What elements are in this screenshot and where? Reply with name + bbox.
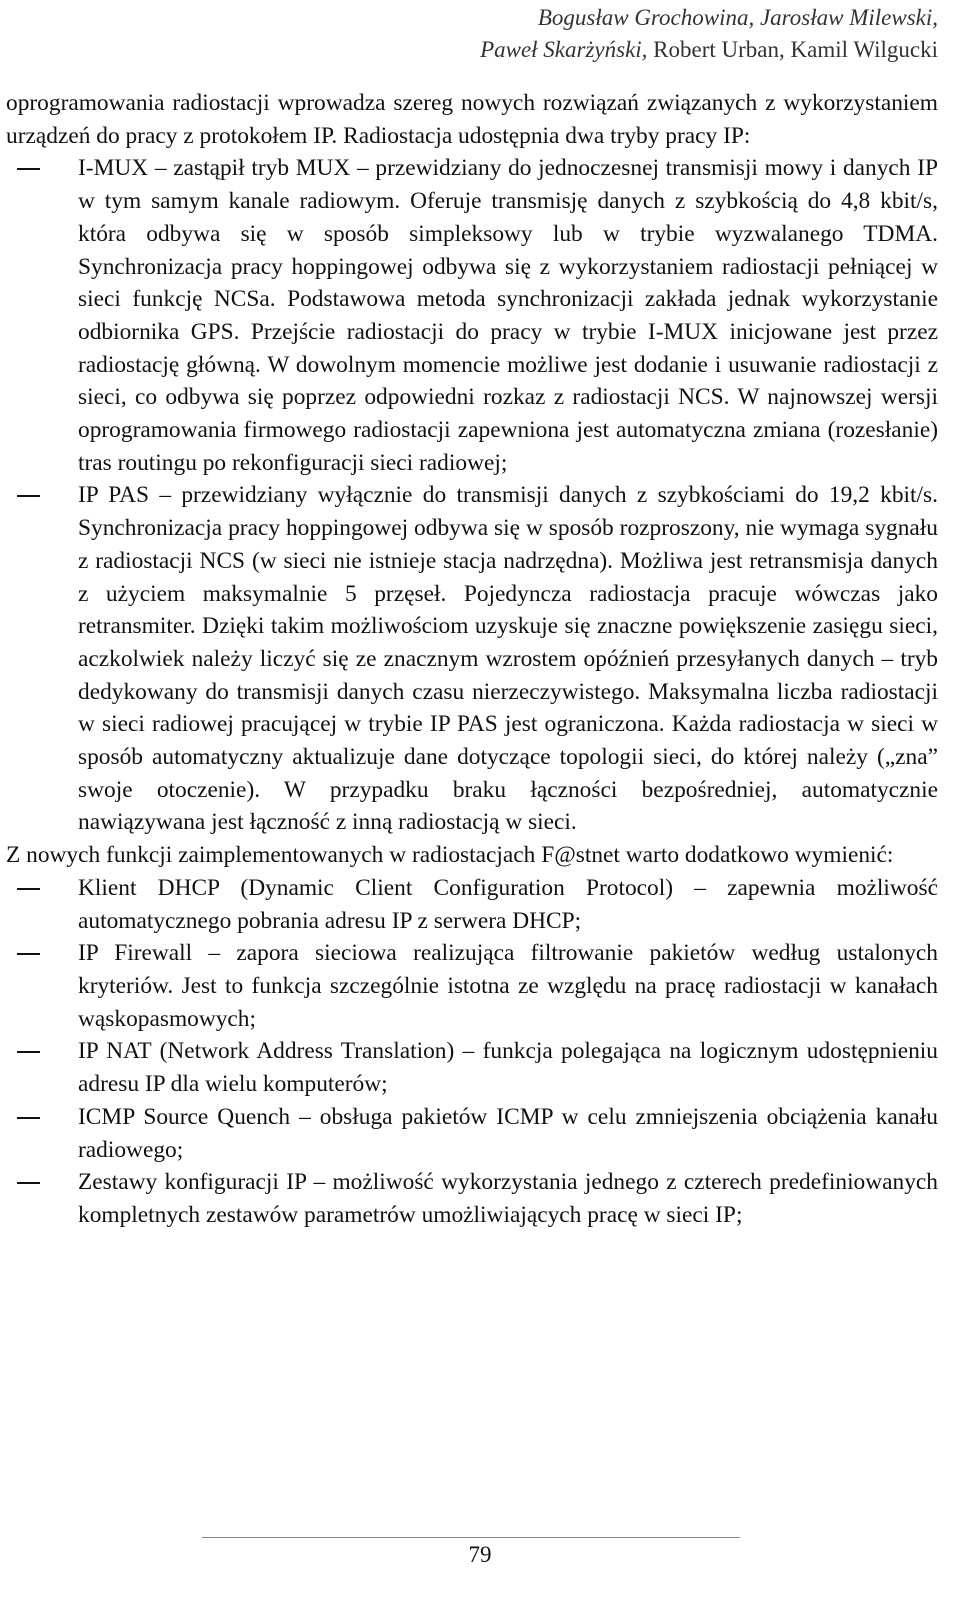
footer-divider	[202, 1537, 740, 1538]
list-item-firewall	[6, 937, 938, 1035]
list-item-ip-config-sets	[6, 1166, 938, 1231]
dash-bullet-icon	[17, 888, 40, 890]
dash-bullet-icon	[17, 1117, 40, 1119]
list-item-text: IP PAS – przewidziany wyłącznie do transmisji danych z szybkościami do 19,2 kbit/s. Synchronizacja pracy hoppingowej odbywa się w sposób rozproszony, nie wymaga sygnału z radiostacji NCS (w sieci nie istnieje stacja nadrzędna). Możliwa jest retransmisja danych z użyciem maksymalnie 5 przęseł. Pojedyncza radiostacja pracuje wówczas jako retransmiter. Dzięki takim możliwościom uzyskuje się znaczne powiększenie zasięgu sieci, aczkolwiek należy liczyć się ze znacznym wzrostem opóźnień przesyłanych danych – tryb dedykowany do transmisji danych czasu nierzeczywistego. Maksymalna liczba radiostacji w sieci radiowej pracującej w trybie IP PAS jest ograniczona. Każda radiostacja w sieci w sposób automatyczny aktualizuje dane dotyczące topologii sieci, do której należy („zna” swoje otoczenie). W przypadku braku łączności bezpośredniej, automatycznie nawiązywana jest łączność z inną radiostacją w sieci.	[78, 482, 938, 836]
header-authors-rest: Robert Urban, Kamil Wilgucki	[647, 37, 938, 62]
list-item-ip-pas	[6, 479, 938, 839]
running-header	[480, 2, 938, 66]
dash-bullet-icon	[17, 495, 40, 497]
list-item-icmp	[6, 1101, 938, 1166]
dash-bullet-icon	[17, 1051, 40, 1053]
dash-bullet-icon	[17, 168, 40, 170]
page-number: 79	[468, 1542, 492, 1567]
list-item-text: I-MUX – zastąpił tryb MUX – przewidziany do jednoczesnej transmisji mowy i danych IP w tym samym kanale radiowym. Oferuje transmisję danych z szybkością do 4,8 kbit/s, która odbywa się w sposób simpleksowy lub w trybie wyzwalanego TDMA. Synchronizacja pracy hoppingowej odbywa się z wykorzystaniem radiostacji pełniącej w sieci funkcję NCSa. Podstawowa metoda synchronizacji zakłada jednak wykorzystanie odbiornika GPS. Przejście radiostacji do pracy w trybie I-MUX inicjowane jest przez radiostację główną. W dowolnym momencie możliwe jest dodanie i usuwanie radiostacji z sieci, co odbywa się poprzez odpowiedni rozkaz z radiostacji NCS. W najnowszej wersji oprogramowania firmowego radiostacji zapewniona jest automatyczna zmiana (rozesłanie) tras routingu po rekonfiguracji sieci radiowej;	[78, 155, 938, 476]
list-item-i-mux	[6, 152, 938, 479]
list-item-nat	[6, 1035, 938, 1100]
list-item-text: ICMP Source Quench – obsługa pakietów ICMP w celu zmniejszenia obciążenia kanału radiowego;	[78, 1103, 938, 1163]
header-authors-line-2	[480, 34, 938, 66]
header-author-italic: Paweł Skarżyński,	[480, 37, 648, 62]
list-item-text: Zestawy konfiguracji IP – możliwość wykorzystania jednego z czterech predefiniowanych kompletnych zestawów parametrów umożliwiających pracę w sieci IP;	[78, 1169, 938, 1228]
list-item-dhcp	[6, 872, 938, 937]
list-item-text: IP Firewall – zapora sieciowa realizująca filtrowanie pakietów według ustalonych kryteriów. Jest to funkcja szczególnie istotna ze względu na pracę radiostacji w kanałach wąskopasmowych;	[78, 940, 938, 1032]
list-item-text: Klient DHCP (Dynamic Client Configuration Protocol) – zapewnia możliwość automatycznego pobrania adresu IP z serwera DHCP;	[78, 874, 938, 934]
page-body	[6, 87, 938, 1232]
header-authors-line-1: Bogusław Grochowina, Jarosław Milewski,	[537, 5, 938, 30]
list-item-text: IP NAT (Network Address Translation) – funkcja polegająca na logicznym udostępnieniu adresu IP dla wielu komputerów;	[78, 1038, 938, 1098]
functions-intro-paragraph: Z nowych funkcji zaimplementowanych w radiostacjach F@stnet warto dodatkowo wymienić:	[6, 842, 894, 869]
dash-bullet-icon	[17, 953, 40, 955]
dash-bullet-icon	[17, 1182, 40, 1184]
intro-paragraph: oprogramowania radiostacji wprowadza szereg nowych rozwiązań związanych z wykorzystaniem urządzeń do pracy z protokołem IP. Radiostacja udostępnia dwa tryby pracy IP:	[6, 90, 938, 149]
